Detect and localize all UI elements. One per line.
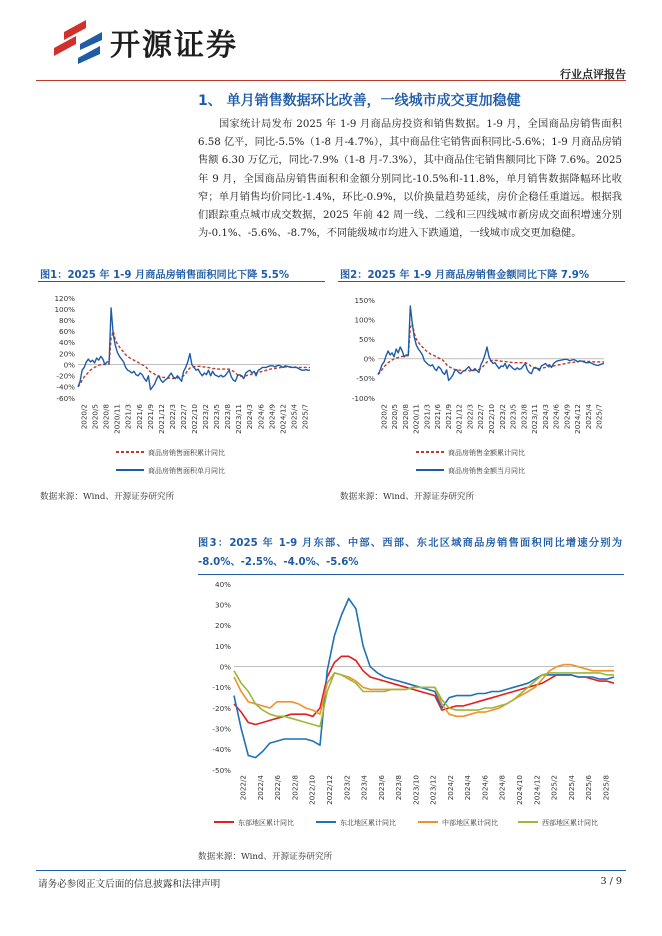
section-title: 1、 单月销售数据环比改善，一线城市成交更加稳健: [198, 93, 521, 109]
brand-name: 开源证券: [110, 28, 238, 63]
x-tick-label: 2021/6: [134, 404, 144, 430]
x-tick-label: 2023/8: [223, 404, 233, 430]
y-tick-label: -40%: [212, 745, 231, 755]
y-tick-label: 40%: [59, 338, 75, 348]
legend-label: 东部地区累计同比: [238, 819, 294, 827]
x-tick-label: 2022/7: [178, 404, 188, 430]
figure-1-source: 数据来源：Wind、开源证券研究所: [40, 492, 175, 502]
x-tick-label: 2022/6: [273, 775, 283, 801]
series-line-4: [234, 671, 614, 727]
x-tick-label: 2023/12: [428, 775, 438, 805]
x-tick-label: 2022/2: [238, 775, 248, 801]
y-tick-label: -40%: [56, 382, 75, 392]
legend-label: 中部地区累计同比: [442, 819, 498, 827]
y-tick-label: -20%: [212, 703, 231, 713]
x-tick-label: 2022/8: [290, 775, 300, 801]
series-line-1: [78, 331, 310, 387]
x-tick-label: 2023/8: [519, 404, 529, 430]
figure-1-chart: [38, 288, 325, 486]
footer-disclaimer: 请务必参阅正文后面的信息披露和法律声明: [38, 879, 221, 890]
x-tick-label: 2020/2: [379, 404, 389, 430]
figure-3-chart: [198, 576, 624, 838]
figure-3-rule: [198, 574, 624, 575]
x-tick-label: 2022/4: [255, 775, 265, 801]
y-tick-label: 50%: [359, 335, 375, 344]
x-tick-label: 2023/8: [394, 775, 404, 801]
series-line-2: [234, 599, 614, 758]
legend-label: 商品房销售金额累计同比: [448, 449, 525, 457]
x-tick-label: 2025/4: [289, 404, 299, 430]
x-tick-label: 2022/10: [190, 404, 199, 434]
y-tick-label: -50%: [356, 374, 375, 384]
x-tick-label: 2021/9: [145, 404, 155, 430]
y-tick-label: -20%: [56, 371, 75, 381]
x-tick-label: 2023/5: [212, 404, 222, 430]
legend-label: 商品房销售金额当月同比: [448, 467, 525, 475]
series-line-2: [78, 308, 310, 390]
y-tick-label: -10%: [212, 683, 231, 693]
y-tick-label: 20%: [59, 349, 75, 359]
report-type-label: 行业点评报告: [560, 68, 626, 81]
figure-3-source: 数据来源：Wind、开源证券研究所: [198, 852, 333, 862]
figure-1-rule: [38, 281, 325, 282]
y-tick-label: 60%: [59, 327, 75, 337]
x-tick-label: 2022/3: [465, 404, 475, 430]
x-tick-label: 2024/6: [256, 404, 266, 430]
figure-2-chart: [338, 288, 625, 486]
x-tick-label: 2021/12: [454, 404, 464, 434]
x-tick-label: 2024/2: [445, 775, 455, 801]
x-tick-label: 2022/3: [167, 404, 177, 430]
x-tick-label: 2025/6: [584, 775, 594, 801]
series-line-1: [378, 324, 604, 375]
legend-label: 商品房销售面积累计同比: [148, 449, 225, 457]
x-tick-label: 2024/12: [532, 775, 542, 805]
page-number: 3 / 9: [600, 876, 622, 887]
x-tick-label: 2024/9: [562, 404, 572, 430]
x-tick-label: 2023/2: [201, 404, 211, 430]
x-tick-label: 2025/7: [594, 404, 604, 430]
x-tick-label: 2025/8: [601, 775, 611, 801]
company-logo: [50, 18, 108, 64]
x-tick-label: 2024/9: [267, 404, 277, 430]
x-tick-label: 2024/12: [278, 404, 288, 434]
y-tick-label: 80%: [59, 316, 75, 326]
body-paragraph: 国家统计局发布 2025 年 1-9 月商品房投资和销售数据。1-9 月，全国商品房销售面积 6.58 亿平，同比-5.5%（1-8 月-4.7%），其中商品住宅销售面积同比-5.6%；1-9 月商品房销售额 6.30 万亿元，同比-7.9%（1-8 月-7.3%），其中商品住宅销售额同比下降 7.6%。2025 年 9 月，全国商品房销售面积和金额分别同比-10.5%和-11.8%，单月销售数据降幅环比收窄；单月销售均价同比-1.4%，环比-0.9%，以价换量趋势延续，房价企稳任重道远。根据我们跟踪重点城市成交数据，2025 年前 42 周一线、二线和三四线城市新房成交面积增速分别为-0.1%、-5.6%、-8.7%，不同能级城市均进入下跌通道，一线城市成交更加稳健。: [198, 119, 622, 240]
x-tick-label: 2025/4: [566, 775, 576, 801]
x-tick-label: 2020/8: [101, 404, 111, 430]
y-tick-label: 40%: [215, 579, 231, 589]
x-tick-label: 2022/10: [307, 775, 317, 805]
x-tick-label: 2023/11: [234, 404, 244, 434]
y-tick-label: 20%: [215, 621, 231, 631]
x-tick-label: 2020/5: [390, 404, 400, 430]
y-tick-label: 0%: [363, 354, 375, 364]
legend-label: 东北地区累计同比: [340, 819, 396, 827]
x-tick-label: 2021/9: [443, 404, 453, 430]
x-tick-label: 2023/4: [359, 775, 369, 801]
y-tick-label: -100%: [351, 393, 375, 403]
x-tick-label: 2024/3: [245, 404, 255, 430]
header-divider: [36, 80, 626, 81]
x-tick-label: 2023/6: [376, 775, 386, 801]
x-tick-label: 2022/10: [487, 404, 496, 434]
y-tick-label: 0%: [219, 662, 231, 672]
x-tick-label: 2021/3: [422, 404, 432, 430]
x-tick-label: 2023/2: [497, 404, 507, 430]
x-tick-label: 2020/2: [79, 404, 89, 430]
x-tick-label: 2023/10: [411, 775, 421, 805]
figure-3-title: 图3：2025 年 1-9 月东部、中部、西部、东北区域商品房销售面积同比增速分别为 -8.0%、-2.5%、-4.0%、-5.6%: [198, 538, 622, 568]
y-tick-label: -60%: [56, 393, 75, 403]
x-tick-label: 2020/5: [90, 404, 100, 430]
figure-2-title: 图2：2025 年 1-9 月商品房销售金额同比下降 7.9%: [340, 270, 590, 281]
x-tick-label: 2024/6: [480, 775, 490, 801]
x-tick-label: 2020/11: [112, 404, 122, 434]
x-tick-label: 2022/7: [476, 404, 486, 430]
x-tick-label: 2023/11: [530, 404, 540, 434]
figure-1-title: 图1：2025 年 1-9 月商品房销售面积同比下降 5.5%: [40, 270, 290, 281]
legend-label: 商品房销售面积单月同比: [148, 467, 225, 475]
x-tick-label: 2024/4: [463, 775, 473, 801]
figure-2-source: 数据来源：Wind、开源证券研究所: [340, 492, 475, 502]
footer-divider: [36, 870, 626, 871]
y-tick-label: 0%: [63, 360, 75, 370]
x-tick-label: 2024/8: [497, 775, 507, 801]
x-tick-label: 2023/5: [508, 404, 518, 430]
x-tick-label: 2021/12: [156, 404, 166, 434]
y-tick-label: 100%: [354, 315, 375, 325]
x-tick-label: 2020/8: [400, 404, 410, 430]
x-tick-label: 2021/3: [123, 404, 133, 430]
y-tick-label: -30%: [212, 724, 231, 734]
x-tick-label: 2024/10: [515, 775, 524, 805]
y-tick-label: 150%: [354, 295, 375, 305]
x-tick-label: 2024/6: [551, 404, 561, 430]
y-tick-label: 120%: [54, 293, 75, 303]
x-tick-label: 2025/4: [583, 404, 593, 430]
y-tick-label: 100%: [54, 304, 75, 314]
y-tick-label: 30%: [215, 600, 231, 610]
legend-label: 西部地区累计同比: [542, 819, 598, 827]
y-tick-label: -50%: [212, 765, 231, 775]
x-tick-label: 2024/3: [540, 404, 550, 430]
x-tick-label: 2022/12: [325, 775, 334, 805]
figure-2-rule: [338, 281, 625, 282]
x-tick-label: 2024/12: [573, 404, 583, 434]
series-line-2: [378, 306, 604, 381]
x-tick-label: 2020/11: [411, 404, 421, 434]
x-tick-label: 2021/6: [433, 404, 443, 430]
y-tick-label: 10%: [215, 641, 231, 651]
x-tick-label: 2023/2: [342, 775, 352, 801]
x-tick-label: 2025/7: [300, 404, 310, 430]
x-tick-label: 2025/2: [549, 775, 559, 801]
